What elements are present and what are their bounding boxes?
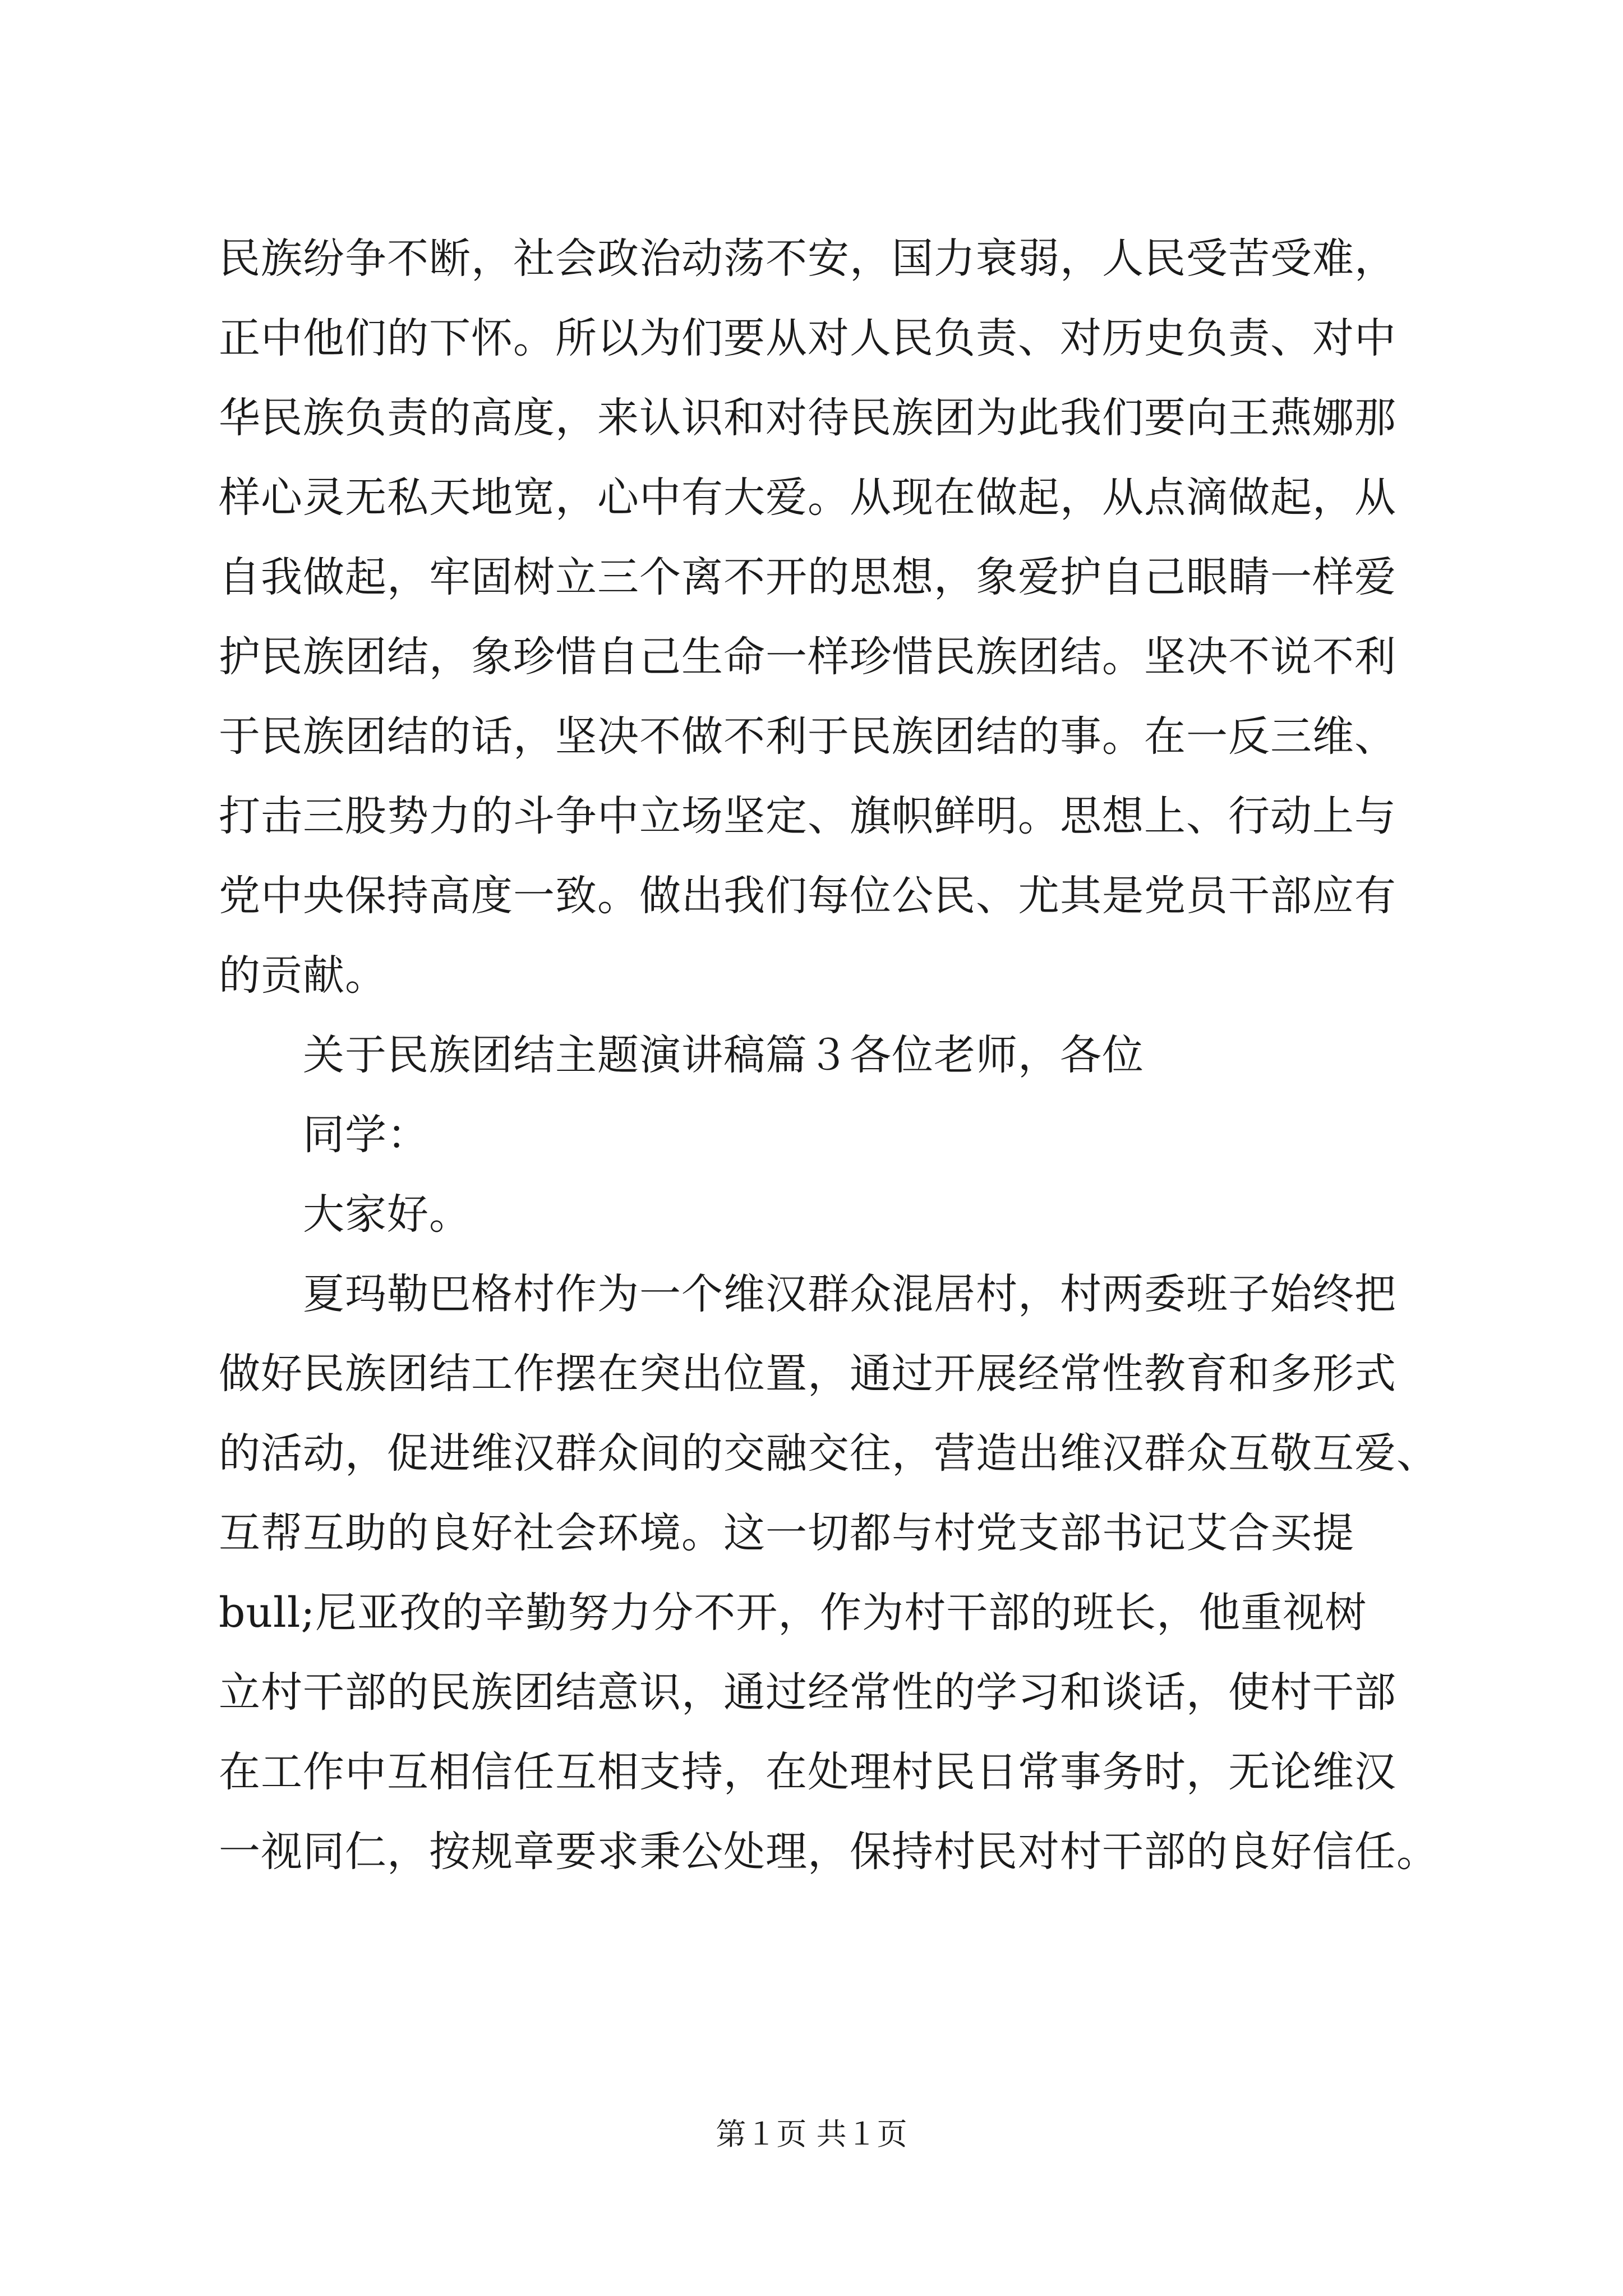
text-line: 的活动，促进维汉群众间的交融交往，营造出维汉群众互敬互爱、 <box>219 1429 1438 1478</box>
text-line: 互帮互助的良好社会环境。这一切都与村党支部书记艾合买提 <box>219 1509 1354 1557</box>
text-line: 自我做起，牢固树立三个离不开的思想，象爱护自己眼睛一样爱 <box>219 553 1396 601</box>
greeting-line: 大家好。 <box>303 1190 471 1239</box>
text-line: 护民族团结，象珍惜自己生命一样珍惜民族团结。坚决不说不利 <box>219 633 1396 681</box>
paragraph-start: 夏玛勒巴格村作为一个维汉群众混居村，村两委班子始终把 <box>303 1270 1396 1318</box>
document-body <box>219 219 1438 1892</box>
text-line: 于民族团结的话，坚决不做不利于民族团结的事。在一反三维、 <box>219 712 1396 761</box>
text-line: bull;尼亚孜的辛勤努力分不开，作为村干部的班长，他重视树 <box>219 1589 1367 1637</box>
text-line: 党中央保持高度一致。做出我们每位公民、尤其是党员干部应有 <box>219 872 1396 920</box>
text-line: 样心灵无私天地宽，心中有大爱。从现在做起，从点滴做起，从 <box>219 473 1396 522</box>
text-line: 一视同仁，按规章要求秉公处理，保持村民对村干部的良好信任。 <box>219 1828 1438 1876</box>
section-heading: 关于民族团结主题演讲稿篇３各位老师，各位 <box>303 1031 1144 1079</box>
text-line: 华民族负责的高度，来认识和对待民族团为此我们要向王燕娜那 <box>219 394 1396 442</box>
text-line: 打击三股势力的斗争中立场坚定、旗帜鲜明。思想上、行动上与 <box>219 792 1396 840</box>
text-line: 正中他们的下怀。所以为们要从对人民负责、对历史负责、对中 <box>219 314 1396 362</box>
page-footer: 第１页 共１页 <box>716 2116 907 2152</box>
text-line: 的贡献。 <box>219 951 387 1000</box>
text-line: 同学： <box>303 1111 429 1159</box>
text-line: 做好民族团结工作摆在突出位置，通过开展经常性教育和多形式 <box>219 1350 1396 1398</box>
text-line: 立村干部的民族团结意识，通过经常性的学习和谈话，使村干部 <box>219 1668 1396 1717</box>
text-line: 在工作中互相信任互相支持，在处理村民日常事务时，无论维汉 <box>219 1748 1396 1796</box>
text-line: 民族纷争不断，社会政治动荡不安，国力衰弱，人民受苦受难， <box>219 234 1396 283</box>
